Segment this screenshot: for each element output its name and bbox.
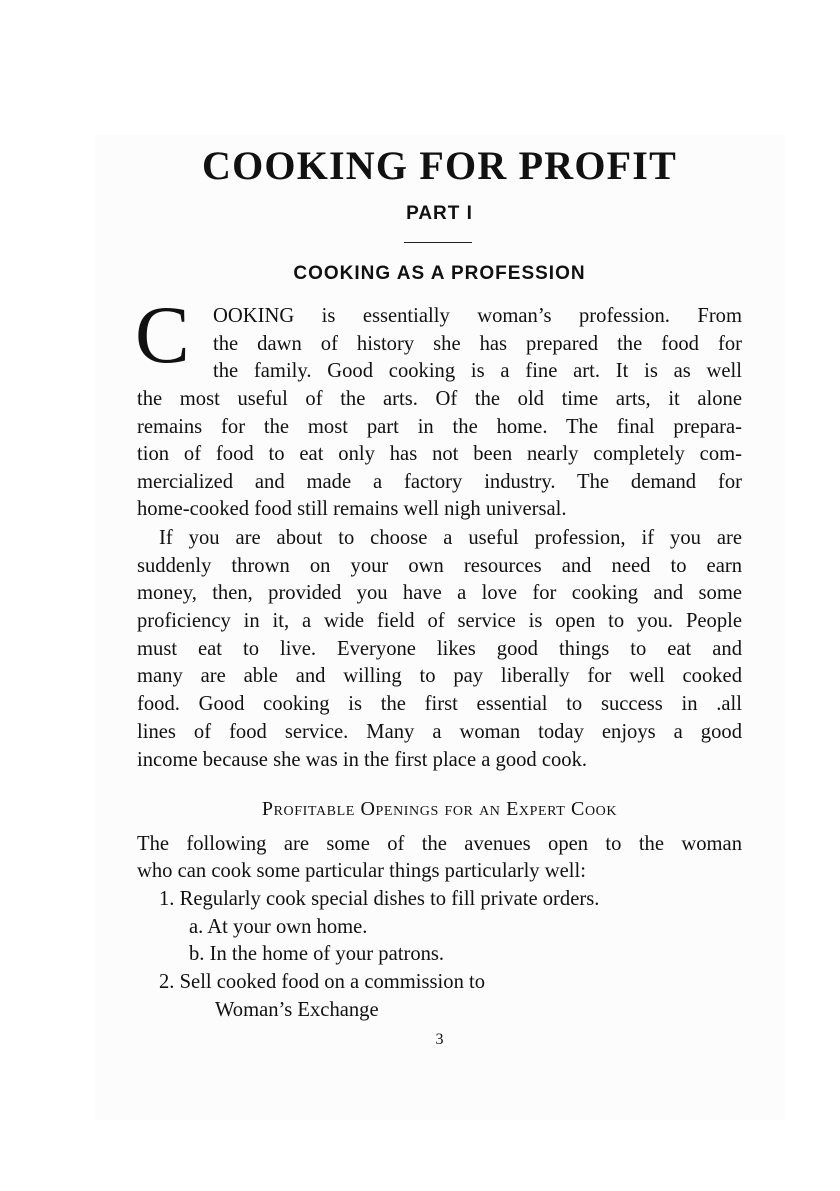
paragraph-line: income because she was in the first place a good cook.	[137, 749, 588, 771]
list-item-continuation: Woman’s Exchange	[215, 999, 379, 1021]
page-title: COOKING FOR PROFIT	[202, 143, 677, 188]
divider-rule	[404, 242, 472, 243]
list-item: 2. Sell cooked food on a commission to	[159, 971, 486, 993]
paragraph-line: If you are about to choose a useful profession, if you are	[159, 527, 742, 549]
paragraph-line: who can cook some particular things particularly well:	[137, 860, 586, 882]
paragraph-line: lines of food service. Many a woman today enjoys a good	[137, 721, 742, 743]
paragraph-line: must eat to live. Everyone likes good things to eat and	[137, 638, 742, 660]
paragraph-line: suddenly thrown on your own resources and need to earn	[137, 555, 742, 577]
drop-cap-letter: C	[135, 289, 190, 380]
paragraph-line: tion of food to eat only has not been nearly completely com-	[137, 443, 742, 465]
paragraph-line: the dawn of history she has prepared the food for	[213, 333, 742, 355]
paragraph-line: home-cooked food still remains well nigh universal.	[137, 498, 567, 520]
subheading: Profitable Openings for an Expert Cook	[261, 798, 618, 820]
paragraph-line: food. Good cooking is the first essential to success in .all	[137, 693, 742, 715]
list-subitem: b. In the home of your patrons.	[189, 943, 445, 965]
paragraph-line: proficiency in it, a wide field of service is open to you. People	[137, 610, 742, 632]
page-number: 3	[435, 1031, 444, 1048]
paragraph-line: The following are some of the avenues open to the woman	[137, 833, 742, 855]
list-subitem: a. At your own home.	[189, 916, 368, 938]
paragraph-line: the family. Good cooking is a fine art. It is as well	[213, 360, 742, 382]
paragraph-line: the most useful of the arts. Of the old time arts, it alone	[137, 388, 742, 410]
paragraph-line: money, then, provided you have a love for cooking and some	[137, 582, 742, 604]
paragraph-line: many are able and willing to pay liberally for well cooked	[137, 665, 742, 687]
section-heading: COOKING AS A PROFESSION	[293, 263, 586, 284]
paragraph-line: mercialized and made a factory industry. The demand for	[137, 471, 742, 493]
list-item: 1. Regularly cook special dishes to fill private orders.	[159, 888, 600, 910]
paragraph-line: remains for the most part in the home. The final prepara-	[137, 416, 742, 438]
paragraph-line: OOKING is essentially woman’s profession. From	[213, 305, 742, 327]
part-label: PART I	[406, 203, 473, 224]
